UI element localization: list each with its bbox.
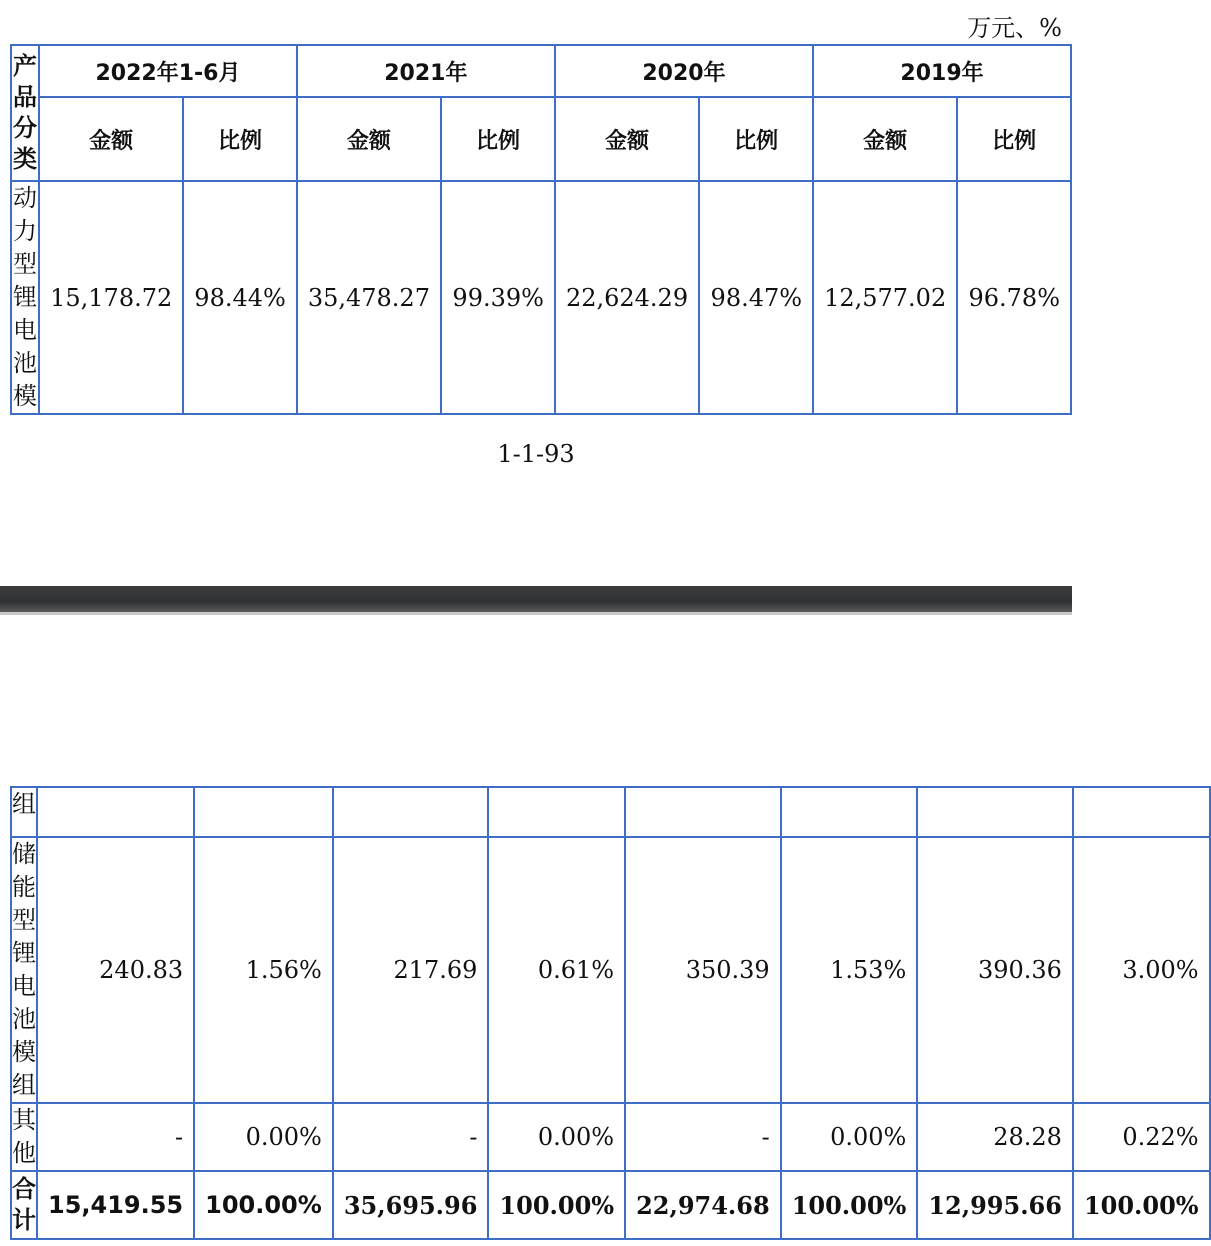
cell-value: 28.28 bbox=[917, 1103, 1073, 1171]
row-category-power-cont: 组 bbox=[11, 787, 37, 837]
header-amount: 金额 bbox=[555, 97, 699, 181]
table-row-power bbox=[11, 181, 1071, 414]
page-number: 1-1-93 bbox=[497, 440, 575, 468]
row-category-other: 其 他 bbox=[11, 1103, 37, 1171]
cell-value-total: 100.00% bbox=[781, 1171, 918, 1239]
cell-value: 22,624.29 bbox=[555, 181, 699, 414]
header-period-2020: 2020年 bbox=[555, 45, 813, 97]
row-category-storage: 储 能 型 锂 电 池 模 组 bbox=[11, 837, 37, 1103]
cell-value-total: 12,995.66 bbox=[917, 1171, 1073, 1239]
header-amount: 金额 bbox=[297, 97, 441, 181]
cell-value: 1.56% bbox=[194, 837, 333, 1103]
header-category: 产 品 分 类 bbox=[11, 45, 39, 181]
cell-value-total: 100.00% bbox=[1073, 1171, 1210, 1239]
cell-value: - bbox=[333, 1103, 489, 1171]
cell-value: 0.00% bbox=[194, 1103, 333, 1171]
table-row-total bbox=[11, 1171, 1210, 1239]
cell-value: 0.00% bbox=[781, 1103, 918, 1171]
revenue-table-top bbox=[10, 44, 1072, 415]
cell-value: 0.00% bbox=[488, 1103, 625, 1171]
cell-value-total: 15,419.55 bbox=[37, 1171, 194, 1239]
cell-value: 98.47% bbox=[699, 181, 813, 414]
cell-value: 3.00% bbox=[1073, 837, 1210, 1103]
table-row-power-cont bbox=[11, 787, 1210, 837]
header-amount: 金额 bbox=[813, 97, 957, 181]
cell-value: 390.36 bbox=[917, 837, 1073, 1103]
header-period-2019: 2019年 bbox=[813, 45, 1071, 97]
table-row-storage bbox=[11, 837, 1210, 1103]
cell-value-total: 35,695.96 bbox=[333, 1171, 489, 1239]
row-category-total: 合 计 bbox=[11, 1171, 37, 1239]
cell-value: 0.61% bbox=[488, 837, 625, 1103]
cell-value: 240.83 bbox=[37, 837, 194, 1103]
cell-value: 1.53% bbox=[781, 837, 918, 1103]
table-row-other bbox=[11, 1103, 1210, 1171]
page-break-divider bbox=[0, 586, 1072, 612]
cell-value: 15,178.72 bbox=[39, 181, 183, 414]
cell-value: 98.44% bbox=[183, 181, 297, 414]
header-period-2021: 2021年 bbox=[297, 45, 555, 97]
cell-value-total: 22,974.68 bbox=[625, 1171, 781, 1239]
cell-value: 99.39% bbox=[441, 181, 555, 414]
header-ratio: 比例 bbox=[183, 97, 297, 181]
header-ratio: 比例 bbox=[957, 97, 1071, 181]
revenue-table-bottom bbox=[10, 786, 1211, 1240]
row-category-power: 动 力 型 锂 电 池 模 bbox=[11, 181, 39, 414]
cell-value: 0.22% bbox=[1073, 1103, 1210, 1171]
header-amount: 金额 bbox=[39, 97, 183, 181]
header-ratio: 比例 bbox=[699, 97, 813, 181]
cell-value: 96.78% bbox=[957, 181, 1071, 414]
page-break-edge bbox=[0, 612, 1072, 615]
unit-label: 万元、% bbox=[967, 14, 1062, 42]
cell-value: 35,478.27 bbox=[297, 181, 441, 414]
cell-value: 350.39 bbox=[625, 837, 781, 1103]
cell-value-total: 100.00% bbox=[194, 1171, 333, 1239]
cell-value: - bbox=[37, 1103, 194, 1171]
cell-value: - bbox=[625, 1103, 781, 1171]
header-period-2022h1: 2022年1-6月 bbox=[39, 45, 297, 97]
cell-value-total: 100.00% bbox=[488, 1171, 625, 1239]
cell-value: 12,577.02 bbox=[813, 181, 957, 414]
cell-value: 217.69 bbox=[333, 837, 489, 1103]
header-ratio: 比例 bbox=[441, 97, 555, 181]
